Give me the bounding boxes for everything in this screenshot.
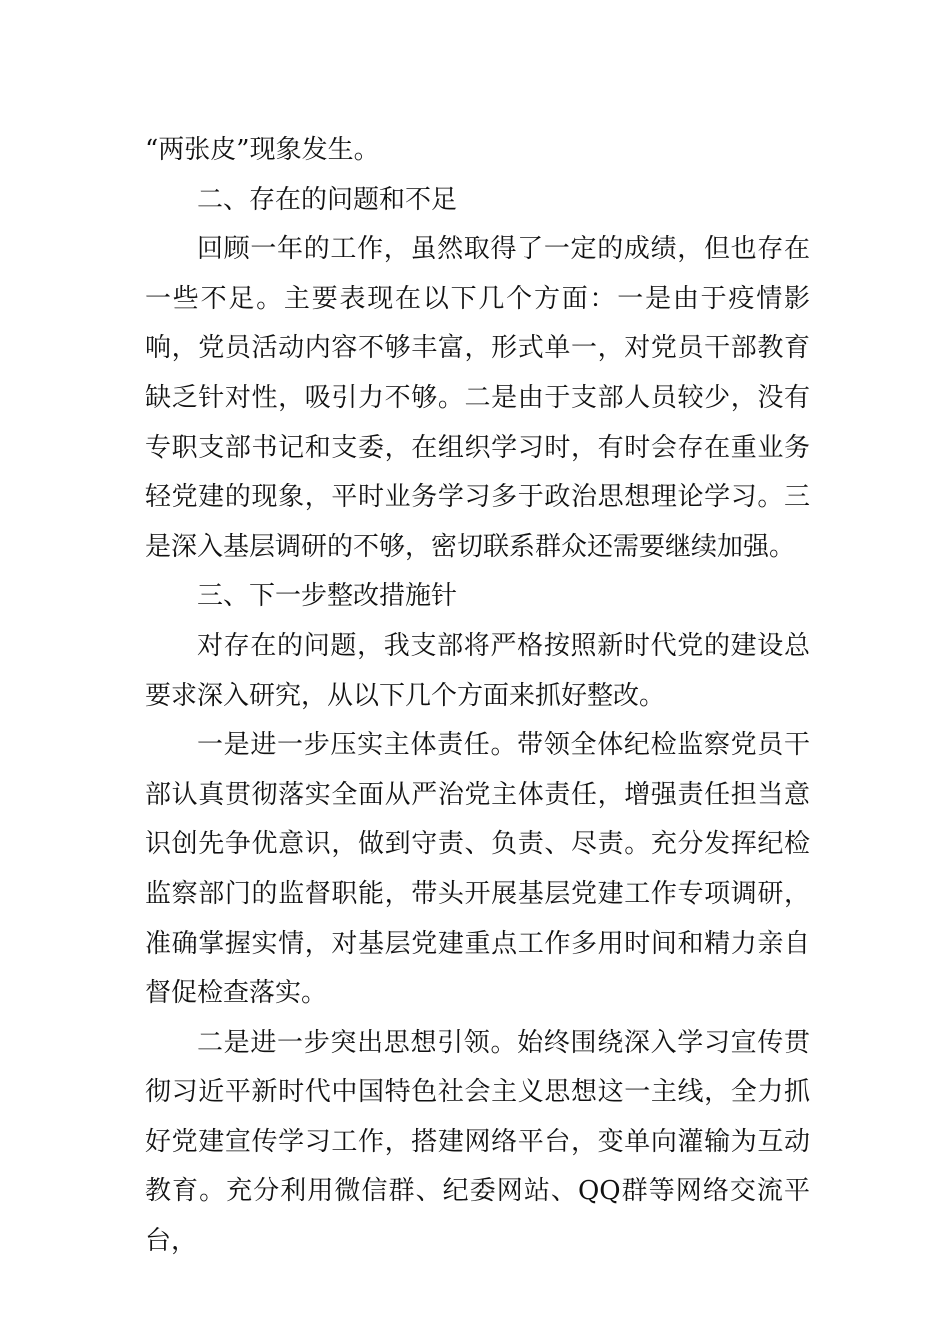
paragraph-problems: 回顾一年的工作，虽然取得了一定的成绩，但也存在一些不足。主要表现在以下几个方面：一是由于疫情影响，党员活动内容不够丰富，形式单一，对党员干部教育缺乏针对性，吸引力不够。二是由于支部人员较少，没有专职支部书记和支委，在组织学习时，有时会存在重业务轻党建的现象，平时业务学习多于政治思想理论学习。三是深入基层调研的不够，密切联系群众还需要继续加强。 xyxy=(145,234,810,562)
paragraph-continuation: “两张皮”现象发生。 xyxy=(145,135,380,165)
paragraph-measure-two: 二是进一步突出思想引领。始终围绕深入学习宣传贯彻习近平新时代中国特色社会主义思想这一主线，全力抓好党建宣传学习工作，搭建网络平台，变单向灌输为互动教育。充分利用微信群、纪委网站、QQ群等网络交流平台， xyxy=(145,1027,810,1257)
section-heading-measures: 三、下一步整改措施针 xyxy=(197,581,458,612)
document-body xyxy=(145,126,810,1267)
paragraph-measures-intro: 对存在的问题，我支部将严格按照新时代党的建设总要求深入研究，从以下几个方面来抓好整改。 xyxy=(145,630,810,711)
paragraph-measure-one: 一是进一步压实主体责任。带领全体纪检监察党员干部认真贯彻落实全面从严治党主体责任，增强责任担当意识创先争优意识，做到守责、负责、尽责。充分发挥纪检监察部门的监督职能，带头开展基层党建工作专项调研，准确掌握实情，对基层党建重点工作多用时间和精力亲自督促检查落实。 xyxy=(145,730,810,1009)
section-heading-problems: 二、存在的问题和不足 xyxy=(197,184,458,215)
